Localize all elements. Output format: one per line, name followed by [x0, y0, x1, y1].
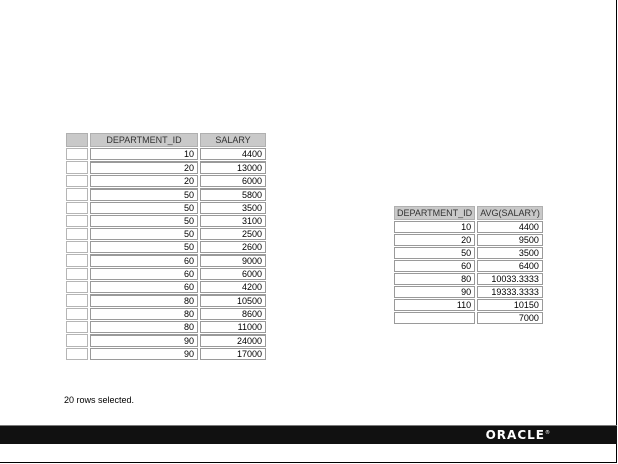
table-row[interactable] [66, 215, 266, 227]
avg-salary-cell: 7000 [477, 312, 543, 324]
avg-salary-cell: 10150 [477, 299, 543, 311]
row-selector-cell[interactable] [66, 202, 88, 214]
department-id-cell: 20 [90, 175, 198, 187]
table-row[interactable] [66, 241, 266, 253]
table-row[interactable] [394, 260, 543, 272]
table-header-row [394, 206, 543, 220]
table-row[interactable] [66, 268, 266, 280]
department-id-cell: 60 [90, 254, 198, 267]
department-id-cell: 90 [394, 286, 475, 298]
table-row[interactable] [66, 228, 266, 240]
department-id-cell: 90 [90, 334, 198, 347]
table-row[interactable] [394, 221, 543, 233]
department-id-cell: 80 [90, 294, 198, 307]
row-selector-cell[interactable] [66, 215, 88, 227]
row-selector-cell[interactable] [66, 254, 88, 267]
salary-cell: 5800 [200, 188, 266, 201]
table-row[interactable] [66, 281, 266, 293]
salary-cell: 11000 [200, 321, 266, 333]
table-row[interactable] [394, 299, 543, 311]
table-row[interactable] [394, 286, 543, 298]
salary-cell: 8600 [200, 308, 266, 320]
row-selector-header [66, 133, 88, 147]
table-row[interactable] [66, 175, 266, 187]
row-selector-cell[interactable] [66, 281, 88, 293]
salary-cell: 17000 [200, 348, 266, 360]
logo-text: ORACLE [485, 428, 545, 442]
row-selector-cell[interactable] [66, 161, 88, 174]
row-selector-cell[interactable] [66, 308, 88, 320]
department-id-cell: 50 [90, 215, 198, 227]
department-id-cell: 50 [90, 241, 198, 253]
employees-salary-table [64, 132, 268, 361]
row-selector-cell[interactable] [66, 175, 88, 187]
table-header-row [66, 133, 266, 147]
salary-cell: 13000 [200, 161, 266, 174]
department-id-cell: 80 [90, 308, 198, 320]
salary-cell: 3100 [200, 215, 266, 227]
table-row[interactable] [394, 247, 543, 259]
registered-mark: ® [545, 430, 551, 436]
table-row[interactable] [66, 321, 266, 333]
department-id-cell: 60 [90, 268, 198, 280]
table-row[interactable] [66, 188, 266, 201]
column-header-salary[interactable]: SALARY [200, 133, 266, 147]
department-id-cell: 50 [90, 202, 198, 214]
footer-bar [0, 425, 617, 444]
avg-salary-cell: 10033.3333 [477, 273, 543, 285]
department-id-cell: 20 [90, 161, 198, 174]
row-selector-cell[interactable] [66, 268, 88, 280]
salary-cell: 6000 [200, 268, 266, 280]
table-row[interactable] [66, 308, 266, 320]
oracle-logo [486, 428, 551, 442]
salary-cell: 24000 [200, 334, 266, 347]
salary-cell: 2600 [200, 241, 266, 253]
avg-salary-table [392, 205, 545, 325]
department-id-cell: 20 [394, 234, 475, 246]
row-selector-cell[interactable] [66, 228, 88, 240]
table-row[interactable] [66, 161, 266, 174]
table-row[interactable] [394, 234, 543, 246]
row-selector-cell[interactable] [66, 321, 88, 333]
department-id-cell: 50 [90, 188, 198, 201]
row-selector-cell[interactable] [66, 294, 88, 307]
row-selector-cell[interactable] [66, 348, 88, 360]
column-header-department-id[interactable]: DEPARTMENT_ID [394, 206, 475, 220]
salary-cell: 10500 [200, 294, 266, 307]
department-id-cell: 110 [394, 299, 475, 311]
table-row[interactable] [394, 312, 543, 324]
department-id-cell: 10 [394, 221, 475, 233]
column-header-avg-salary[interactable]: AVG(SALARY) [477, 206, 543, 220]
salary-cell: 6000 [200, 175, 266, 187]
department-id-cell [394, 312, 475, 324]
avg-salary-cell: 6400 [477, 260, 543, 272]
avg-salary-cell: 9500 [477, 234, 543, 246]
table-row[interactable] [66, 348, 266, 360]
salary-cell: 4200 [200, 281, 266, 293]
salary-cell: 3500 [200, 202, 266, 214]
department-id-cell: 10 [90, 148, 198, 160]
column-header-department-id[interactable]: DEPARTMENT_ID [90, 133, 198, 147]
table-row[interactable] [66, 148, 266, 160]
department-id-cell: 50 [90, 228, 198, 240]
department-id-cell: 50 [394, 247, 475, 259]
rows-selected-status: 20 rows selected. [64, 395, 135, 405]
department-id-cell: 60 [394, 260, 475, 272]
row-selector-cell[interactable] [66, 334, 88, 347]
table-row[interactable] [66, 202, 266, 214]
row-selector-cell[interactable] [66, 148, 88, 160]
table-row[interactable] [66, 334, 266, 347]
table-row[interactable] [66, 254, 266, 267]
salary-cell: 4400 [200, 148, 266, 160]
table-row[interactable] [66, 294, 266, 307]
department-id-cell: 80 [394, 273, 475, 285]
salary-cell: 2500 [200, 228, 266, 240]
table-row[interactable] [394, 273, 543, 285]
avg-salary-cell: 4400 [477, 221, 543, 233]
row-selector-cell[interactable] [66, 241, 88, 253]
avg-salary-cell: 19333.3333 [477, 286, 543, 298]
department-id-cell: 60 [90, 281, 198, 293]
salary-cell: 9000 [200, 254, 266, 267]
avg-salary-cell: 3500 [477, 247, 543, 259]
row-selector-cell[interactable] [66, 188, 88, 201]
department-id-cell: 90 [90, 348, 198, 360]
department-id-cell: 80 [90, 321, 198, 333]
